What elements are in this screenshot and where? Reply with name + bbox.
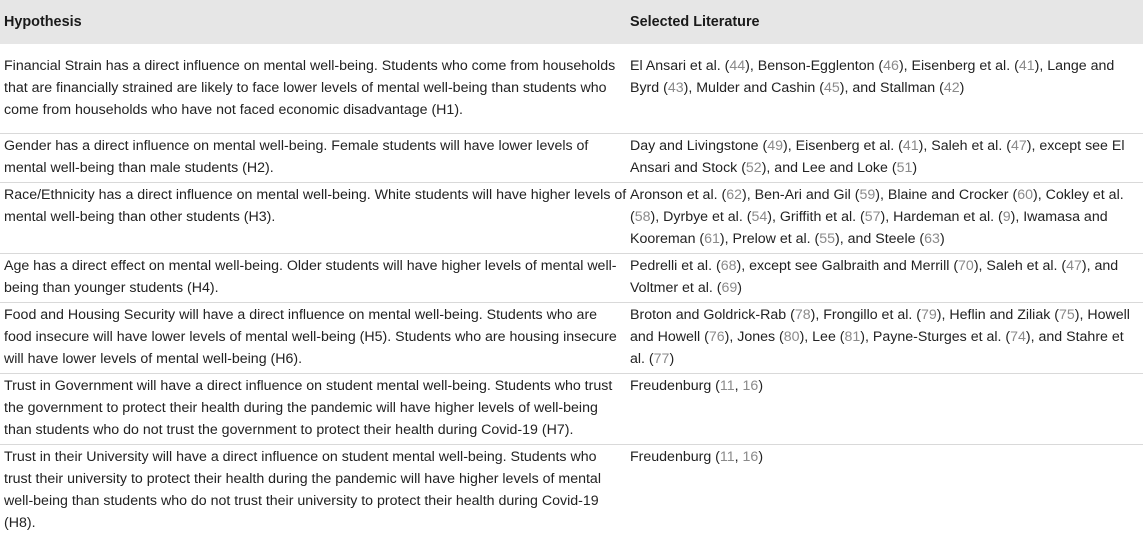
- citation-text: ), Saleh et al. (: [973, 258, 1067, 274]
- citation-text: ), Jones (: [724, 329, 784, 345]
- reference-link[interactable]: 47: [1010, 138, 1027, 154]
- citation-text: Freudenburg (: [630, 378, 720, 394]
- citation-text: ): [959, 80, 965, 96]
- table-row: [0, 183, 1143, 254]
- reference-link[interactable]: 16: [742, 449, 759, 465]
- table-row: [0, 374, 1143, 445]
- citation-text: ), and Voltmer et al. (: [630, 258, 1119, 296]
- citation-text: ), Blaine and Crocker (: [875, 187, 1018, 203]
- reference-link[interactable]: 59: [859, 187, 876, 203]
- citation-text: ): [758, 378, 764, 394]
- citation-text: ), Iwamasa and Kooreman (: [630, 209, 1108, 247]
- table-body: [0, 44, 1143, 537]
- table-header: [0, 0, 1143, 44]
- reference-link[interactable]: 58: [634, 209, 651, 225]
- citation-text: ): [912, 160, 918, 176]
- reference-link[interactable]: 42: [943, 80, 960, 96]
- reference-link[interactable]: 77: [653, 351, 670, 367]
- citation-text: ), Frongillo et al. (: [810, 307, 921, 323]
- citation-text: ), and Stahre et al. (: [630, 329, 1124, 367]
- reference-link[interactable]: 74: [1010, 329, 1026, 345]
- citation-text: ), Mulder and Cashin (: [683, 80, 824, 96]
- reference-link[interactable]: 44: [729, 58, 746, 74]
- reference-link[interactable]: 63: [924, 231, 940, 247]
- citation-text: ,: [734, 378, 743, 394]
- table-row: [0, 134, 1143, 183]
- citation-text: Freudenburg (: [630, 449, 720, 465]
- citation-text: ): [737, 280, 742, 296]
- reference-link[interactable]: 69: [721, 280, 738, 296]
- table-row: [0, 445, 1143, 538]
- reference-link[interactable]: 57: [864, 209, 881, 225]
- hypothesis-cell: Gender has a direct influence on mental well-being. Female students will have lower levels of mental well-being than male students (H2).: [0, 134, 628, 183]
- citation-text: ), Saleh et al. (: [918, 138, 1011, 154]
- citation-text: ), Griffith et al. (: [767, 209, 865, 225]
- literature-cell: [628, 134, 1143, 183]
- reference-link[interactable]: 68: [720, 258, 737, 274]
- reference-link[interactable]: 51: [896, 160, 913, 176]
- reference-link[interactable]: 47: [1066, 258, 1082, 274]
- citation-text: Broton and Goldrick-Rab (: [630, 307, 795, 323]
- citation-text: ), except see El Ansari and Stock (: [630, 138, 1125, 176]
- citation-text: ), Cokley et al. (: [630, 187, 1124, 225]
- literature-cell: [628, 254, 1143, 303]
- citation-text: ), except see Galbraith and Merrill (: [736, 258, 959, 274]
- reference-link[interactable]: 75: [1058, 307, 1075, 323]
- hypothesis-cell: Trust in Government will have a direct influence on student mental well-being. Students who trust the government to protect their health during the pandemic will have higher levels of well-being than students who do not trust the government to protect their health during Covid-19 (H7).: [0, 374, 628, 445]
- hypothesis-cell: Race/Ethnicity has a direct influence on mental well-being. White students will have higher levels of mental well-being than other students (H3).: [0, 183, 628, 254]
- header-row: [0, 0, 1143, 44]
- literature-cell: [628, 44, 1143, 134]
- reference-link[interactable]: 11: [719, 449, 735, 465]
- hypothesis-cell: Financial Strain has a direct influence on mental well-being. Students who come from households that are financially strained are likely to face lower levels of mental well-being than students who come from households who have not faced economic disadvantage (H1).: [0, 44, 628, 134]
- hypothesis-header: Hypothesis: [4, 14, 82, 30]
- reference-link[interactable]: 41: [1018, 58, 1035, 74]
- reference-link[interactable]: 79: [920, 307, 937, 323]
- literature-cell: [628, 303, 1143, 374]
- reference-link[interactable]: 52: [745, 160, 762, 176]
- reference-link[interactable]: 78: [794, 307, 811, 323]
- literature-cell: [628, 183, 1143, 254]
- reference-link[interactable]: 11: [719, 378, 735, 394]
- reference-link[interactable]: 80: [783, 329, 800, 345]
- table-row: [0, 44, 1143, 134]
- table-row: [0, 303, 1143, 374]
- citation-text: ,: [734, 449, 743, 465]
- citation-text: ), Lange and Byrd (: [630, 58, 1115, 96]
- citation-text: Day and Livingstone (: [630, 138, 768, 154]
- reference-link[interactable]: 9: [1002, 209, 1011, 225]
- reference-link[interactable]: 62: [726, 187, 742, 203]
- reference-link[interactable]: 70: [958, 258, 974, 274]
- citation-text: ), Eisenberg et al. (: [783, 138, 903, 154]
- citation-text: ), Payne-Sturges et al. (: [860, 329, 1011, 345]
- reference-link[interactable]: 60: [1017, 187, 1033, 203]
- reference-link[interactable]: 45: [823, 80, 840, 96]
- citation-text: ), Heflin and Ziliak (: [936, 307, 1059, 323]
- literature-header: Selected Literature: [630, 14, 760, 30]
- reference-link[interactable]: 43: [667, 80, 684, 96]
- reference-link[interactable]: 49: [767, 138, 784, 154]
- citation-text: ), Eisenberg et al. (: [898, 58, 1019, 74]
- hypothesis-cell: Food and Housing Security will have a direct influence on mental well-being. Students who are food insecure will have lower levels of mental well-being (H5). Students who are housing insecure will have lower levels of mental well-being (H6).: [0, 303, 628, 374]
- citation-text: ), and Stallman (: [839, 80, 944, 96]
- reference-link[interactable]: 54: [751, 209, 768, 225]
- citation-text: ), and Steele (: [835, 231, 925, 247]
- reference-link[interactable]: 16: [742, 378, 759, 394]
- citation-text: ), Lee (: [799, 329, 845, 345]
- citation-text: ), Ben-Ari and Gil (: [742, 187, 860, 203]
- citation-text: ), Howell and Howell (: [630, 307, 1130, 345]
- reference-link[interactable]: 81: [844, 329, 861, 345]
- citation-text: ), and Lee and Loke (: [761, 160, 897, 176]
- citation-text: Pedrelli et al. (: [630, 258, 721, 274]
- literature-cell: [628, 445, 1143, 538]
- literature-cell: [628, 374, 1143, 445]
- citation-text: ), Benson-Egglenton (: [745, 58, 884, 74]
- citation-text: ), Prelow et al. (: [719, 231, 820, 247]
- reference-link[interactable]: 61: [704, 231, 720, 247]
- citation-text: ): [669, 351, 675, 367]
- hypothesis-cell: Trust in their University will have a direct influence on student mental well-being. Students who trust their university to protect their health during the pandemic will have higher levels of mental well-being than students who do not trust their university to protect their health during Covid-19 (H8).: [4, 449, 601, 531]
- citation-text: ): [758, 449, 764, 465]
- reference-link[interactable]: 41: [902, 138, 919, 154]
- citation-text: Aronson et al. (: [630, 187, 727, 203]
- hypothesis-cell: Age has a direct effect on mental well-being. Older students will have higher levels of mental well-being than younger students (H4).: [0, 254, 628, 303]
- citation-text: ), Hardeman et al. (: [880, 209, 1003, 225]
- citation-text: El Ansari et al. (: [630, 58, 730, 74]
- reference-link[interactable]: 46: [883, 58, 899, 74]
- table-row: [0, 254, 1143, 303]
- reference-link[interactable]: 76: [708, 329, 725, 345]
- reference-link[interactable]: 55: [819, 231, 836, 247]
- citation-text: ): [939, 231, 945, 247]
- citation-text: ), Dyrbye et al. (: [650, 209, 752, 225]
